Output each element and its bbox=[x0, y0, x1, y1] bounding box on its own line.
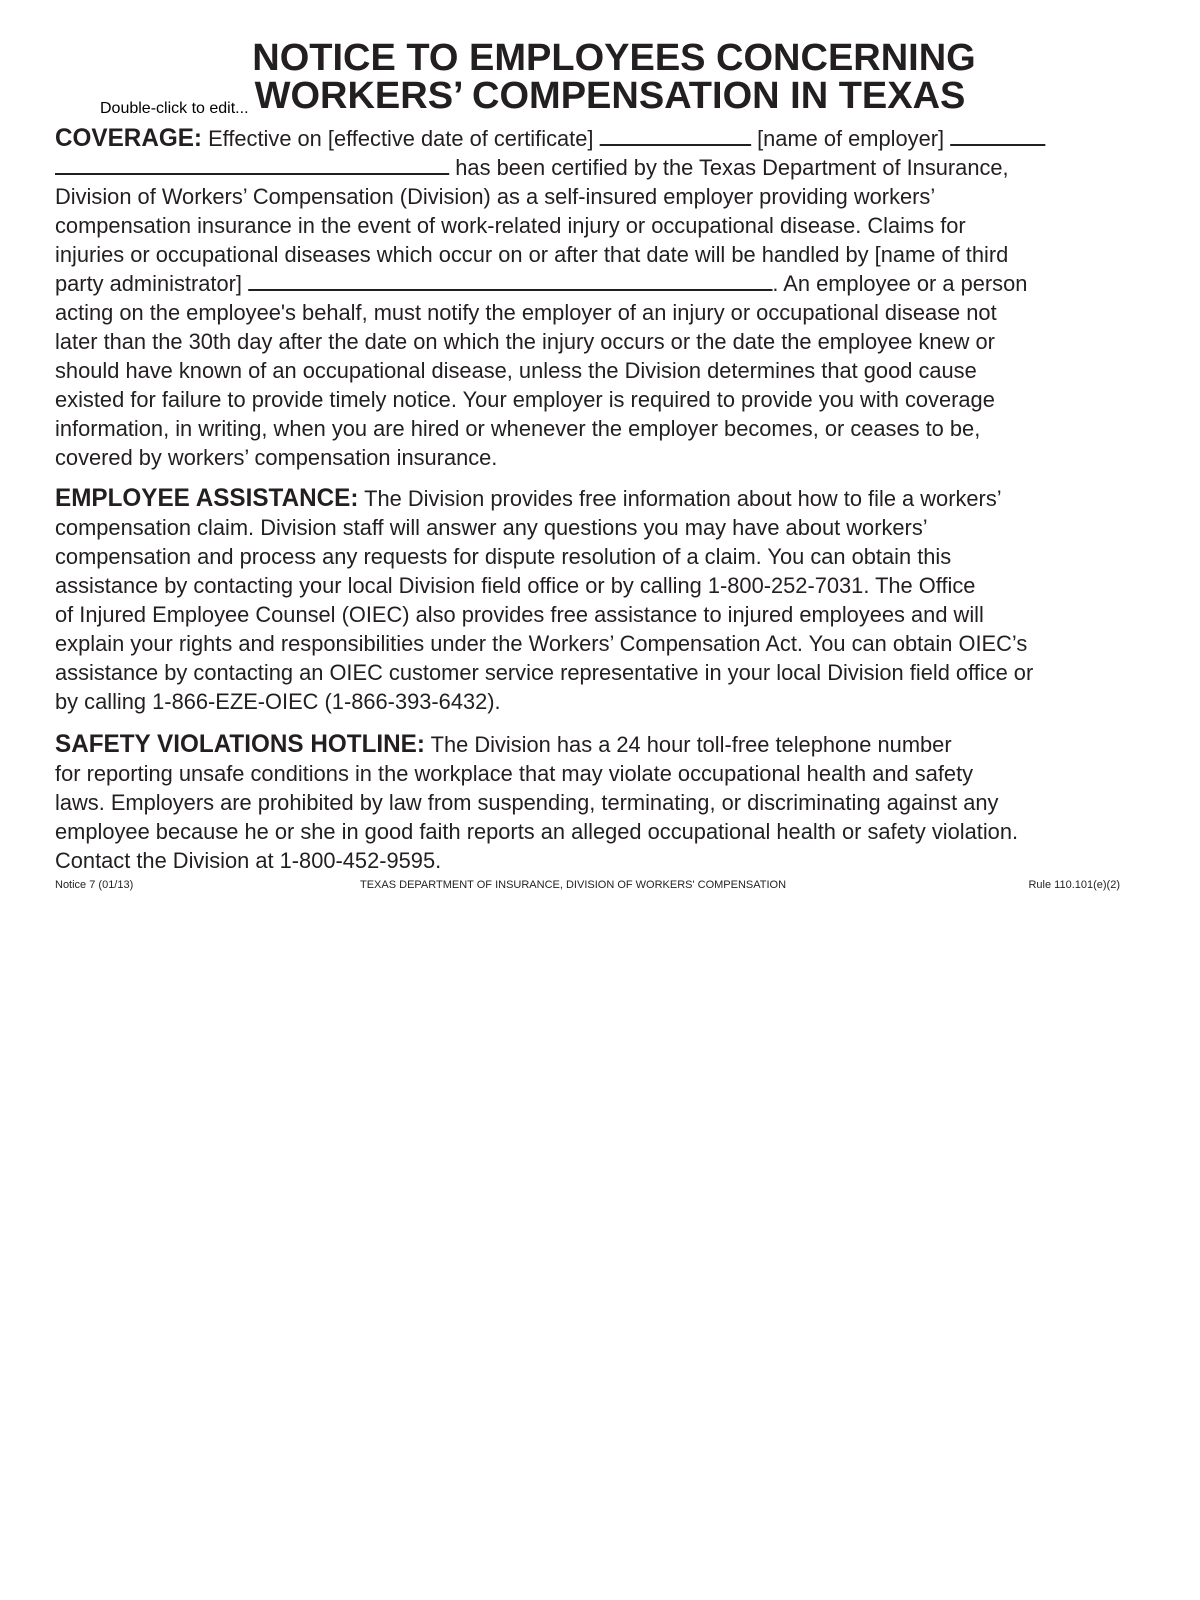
document-footer bbox=[55, 877, 1120, 893]
coverage-text: Effective on [effective date of certificate] bbox=[208, 126, 594, 151]
employee-assistance-section bbox=[55, 484, 1155, 716]
document-title-line-2: WORKERS’ COMPENSATION IN TEXAS bbox=[254, 75, 966, 117]
coverage-text: . An employee or a person bbox=[772, 271, 1028, 296]
safety-line: Contact the Division at 1-800-452-9595. bbox=[55, 848, 442, 873]
coverage-heading: COVERAGE: bbox=[55, 124, 203, 152]
employer-name-field[interactable] bbox=[950, 126, 1045, 146]
assistance-line bbox=[55, 484, 1123, 513]
coverage-section bbox=[55, 124, 1155, 472]
third-party-administrator-field[interactable] bbox=[248, 271, 772, 291]
coverage-line: existed for failure to provide timely notice. Your employer is required to provide you with coverage bbox=[55, 387, 995, 412]
coverage-line: Division of Workers’ Compensation (Division) as a self-insured employer providing workers’ bbox=[55, 184, 936, 209]
safety-line: laws. Employers are prohibited by law from suspending, terminating, or discriminating against any bbox=[55, 790, 999, 815]
assistance-line: by calling 1-866-EZE-OIEC (1-866-393-6432). bbox=[55, 689, 501, 714]
safety-line bbox=[55, 730, 1123, 759]
assistance-text: The Division provides free information about how to file a workers’ bbox=[364, 486, 1002, 511]
safety-line: employee because he or she in good faith reports an alleged occupational health or safety violation. bbox=[55, 819, 1019, 844]
coverage-text: [name of employer] bbox=[757, 126, 945, 151]
footer-notice-id: Notice 7 (01/13) bbox=[55, 879, 134, 891]
assistance-line: explain your rights and responsibilities under the Workers’ Compensation Act. You can obtain OIEC’s bbox=[55, 631, 1028, 656]
employer-name-field-continued[interactable] bbox=[55, 155, 449, 175]
assistance-line: assistance by contacting your local Division field office or by calling 1-800-252-7031. The Office bbox=[55, 573, 976, 598]
coverage-line: injuries or occupational diseases which occur on or after that date will be handled by [name of third bbox=[55, 242, 1009, 267]
coverage-line bbox=[55, 124, 1123, 153]
coverage-line: should have known of an occupational disease, unless the Division determines that good cause bbox=[55, 358, 977, 383]
assistance-line: assistance by contacting an OIEC customer service representative in your local Division field office or bbox=[55, 660, 1034, 685]
safety-heading: SAFETY VIOLATIONS HOTLINE: bbox=[55, 730, 425, 758]
coverage-line: later than the 30th day after the date on which the injury occurs or the date the employee knew or bbox=[55, 329, 995, 354]
coverage-line: compensation insurance in the event of work-related injury or occupational disease. Claims for bbox=[55, 213, 966, 238]
coverage-line bbox=[55, 153, 1123, 182]
coverage-line bbox=[55, 269, 1123, 298]
assistance-line: compensation and process any requests for dispute resolution of a claim. You can obtain this bbox=[55, 544, 952, 569]
coverage-line: information, in writing, when you are hired or whenever the employer becomes, or ceases to be, bbox=[55, 416, 981, 441]
coverage-text: party administrator] bbox=[55, 271, 242, 296]
safety-hotline-section bbox=[55, 730, 1155, 875]
effective-date-field[interactable] bbox=[600, 126, 751, 146]
document-title-line-1: NOTICE TO EMPLOYEES CONCERNING bbox=[252, 37, 976, 79]
safety-line: for reporting unsafe conditions in the workplace that may violate occupational health and safety bbox=[55, 761, 974, 786]
safety-text: The Division has a 24 hour toll-free telephone number bbox=[430, 732, 952, 757]
assistance-line: of Injured Employee Counsel (OIEC) also provides free assistance to injured employees and will bbox=[55, 602, 984, 627]
assistance-line: compensation claim. Division staff will answer any questions you may have about workers’ bbox=[55, 515, 928, 540]
coverage-text: has been certified by the Texas Department of Insurance, bbox=[455, 155, 1009, 180]
footer-rule: Rule 110.101(e)(2) bbox=[1028, 879, 1120, 891]
edit-hint-overlay[interactable]: Double-click to edit... bbox=[100, 100, 249, 117]
coverage-line: acting on the employee's behalf, must notify the employer of an injury or occupational disease not bbox=[55, 300, 997, 325]
footer-agency: TEXAS DEPARTMENT OF INSURANCE, DIVISION OF WORKERS' COMPENSATION bbox=[360, 879, 787, 891]
coverage-line: covered by workers’ compensation insurance. bbox=[55, 445, 498, 470]
assistance-heading: EMPLOYEE ASSISTANCE: bbox=[55, 484, 359, 512]
